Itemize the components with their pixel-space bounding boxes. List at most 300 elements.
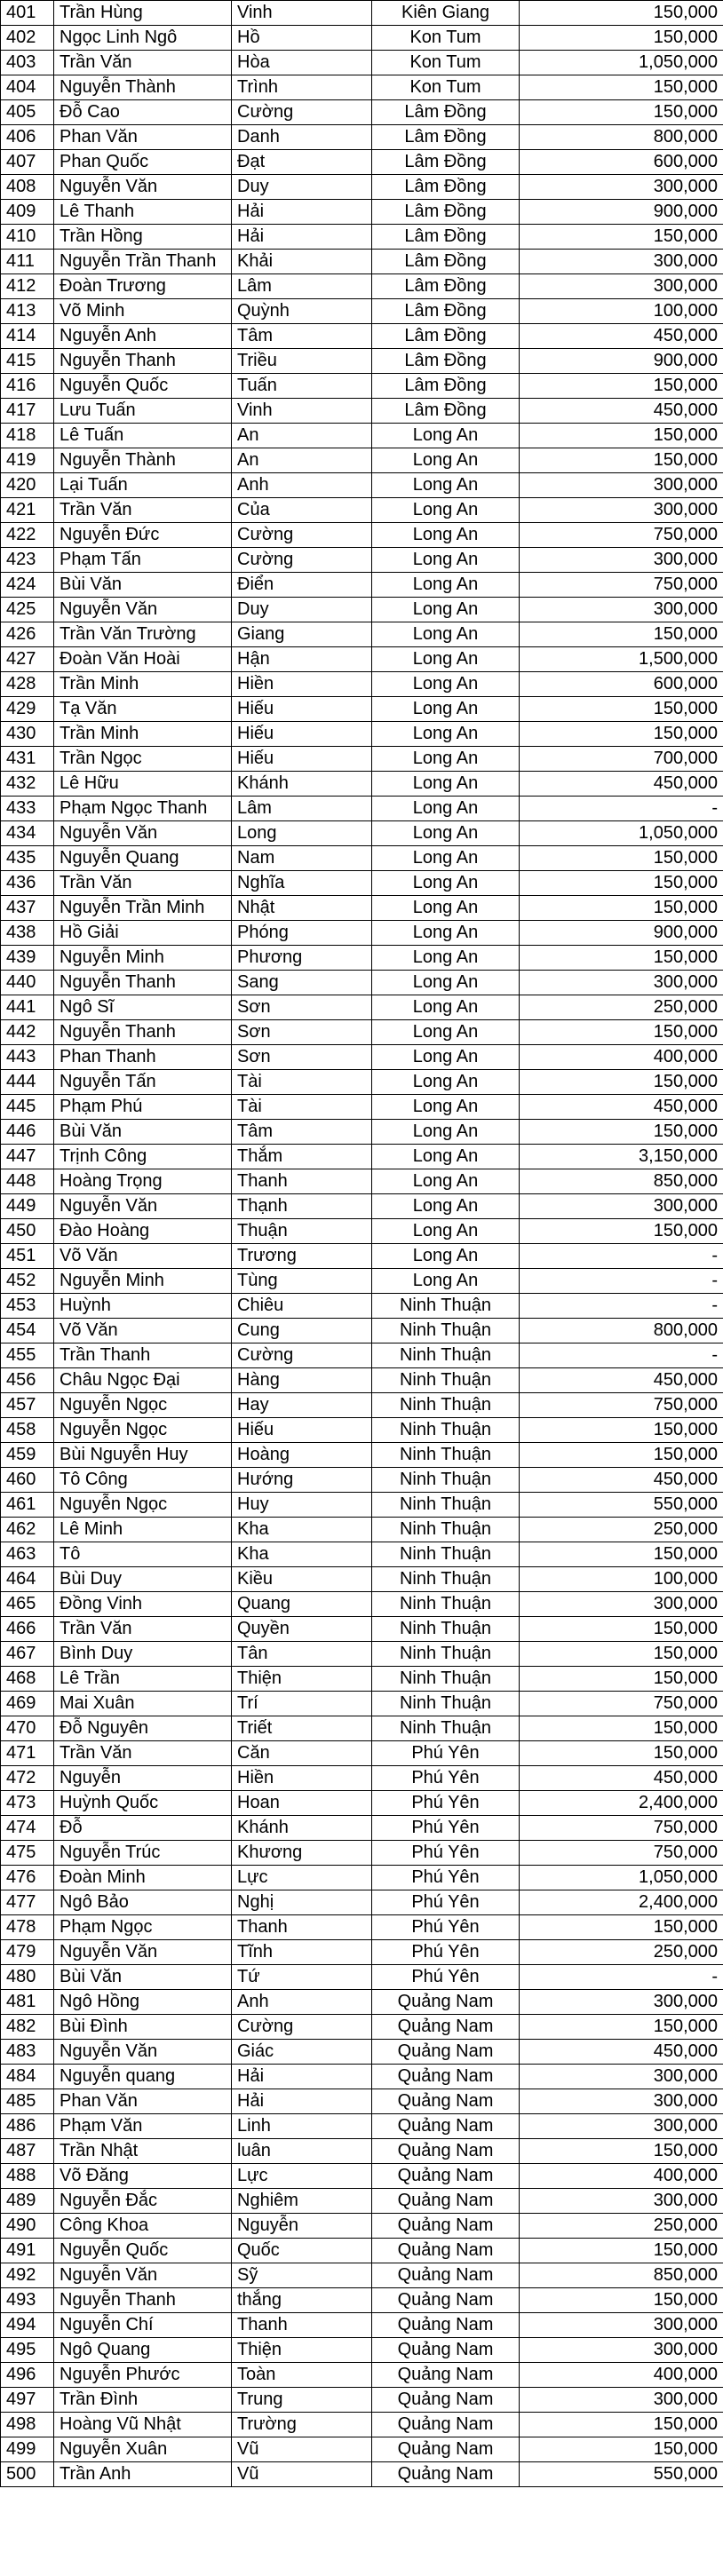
province-cell: Ninh Thuận [372,1716,520,1741]
surname-cell: Đoàn Trương [54,274,232,299]
amount-cell: 150,000 [520,1741,723,1766]
given-name-cell: Sơn [232,1045,372,1070]
table-row [1,175,723,200]
amount-cell: 250,000 [520,995,723,1020]
surname-cell: Hoàng Trọng [54,1169,232,1194]
given-name-cell: Tài [232,1070,372,1095]
row-number-cell: 498 [1,2413,54,2437]
given-name-cell: Anh [232,1990,372,2015]
table-row [1,1194,723,1219]
province-cell: Long An [372,1269,520,1294]
table-row [1,2089,723,2114]
given-name-cell: Điển [232,573,372,598]
row-number-cell: 495 [1,2338,54,2363]
province-cell: Lâm Đồng [372,349,520,374]
province-cell: Long An [372,722,520,747]
amount-cell: 150,000 [520,2437,723,2462]
table-row [1,1244,723,1269]
given-name-cell: Trường [232,2413,372,2437]
province-cell: Long An [372,1169,520,1194]
amount-cell: 150,000 [520,1418,723,1443]
amount-cell: - [520,1965,723,1990]
surname-cell: Tạ Văn [54,697,232,722]
table-row [1,299,723,324]
surname-cell: Nguyễn Thành [54,75,232,100]
row-number-cell: 453 [1,1294,54,1319]
amount-cell: 150,000 [520,1617,723,1642]
table-row [1,1020,723,1045]
province-cell: Long An [372,448,520,473]
given-name-cell: Hiếu [232,697,372,722]
given-name-cell: Thiện [232,1667,372,1692]
province-cell: Long An [372,797,520,821]
province-cell: Quảng Nam [372,2388,520,2413]
surname-cell: Ngô Bảo [54,1890,232,1915]
amount-cell: 300,000 [520,274,723,299]
given-name-cell: Căn [232,1741,372,1766]
table-row [1,971,723,995]
surname-cell: Trần Đình [54,2388,232,2413]
province-cell: Ninh Thuận [372,1294,520,1319]
table-row [1,1294,723,1319]
row-number-cell: 476 [1,1866,54,1890]
surname-cell: Đỗ [54,1816,232,1841]
surname-cell: Lưu Tuấn [54,399,232,424]
surname-cell: Võ Văn [54,1319,232,1343]
amount-cell: 150,000 [520,225,723,250]
amount-cell: 750,000 [520,1393,723,1418]
row-number-cell: 456 [1,1368,54,1393]
province-cell: Quảng Nam [372,2263,520,2288]
amount-cell: 450,000 [520,1468,723,1493]
table-row [1,1169,723,1194]
surname-cell: Nguyễn Trúc [54,1841,232,1866]
amount-cell: 850,000 [520,1169,723,1194]
province-cell: Ninh Thuận [372,1343,520,1368]
province-cell: Lâm Đồng [372,250,520,274]
amount-cell: 300,000 [520,2189,723,2214]
row-number-cell: 418 [1,424,54,448]
table-row [1,548,723,573]
row-number-cell: 468 [1,1667,54,1692]
row-number-cell: 477 [1,1890,54,1915]
province-cell: Lâm Đồng [372,299,520,324]
surname-cell: Trần Hồng [54,225,232,250]
table-row [1,1915,723,1940]
amount-cell: 100,000 [520,1567,723,1592]
surname-cell: Trần Văn [54,498,232,523]
province-cell: Ninh Thuận [372,1692,520,1716]
surname-cell: Hồ Giải [54,921,232,946]
province-cell: Long An [372,871,520,896]
amount-cell: 300,000 [520,598,723,622]
given-name-cell: Cường [232,523,372,548]
province-cell: Quảng Nam [372,2214,520,2239]
given-name-cell: Tùng [232,1269,372,1294]
amount-cell: 300,000 [520,1592,723,1617]
row-number-cell: 452 [1,1269,54,1294]
given-name-cell: Khánh [232,772,372,797]
surname-cell: Nguyễn Thành [54,448,232,473]
given-name-cell: Hoàng [232,1443,372,1468]
surname-cell: Bùi Văn [54,573,232,598]
province-cell: Long An [372,498,520,523]
amount-cell: 150,000 [520,871,723,896]
row-number-cell: 411 [1,250,54,274]
amount-cell: 150,000 [520,697,723,722]
surname-cell: Đoàn Minh [54,1866,232,1890]
table-row [1,1518,723,1542]
province-cell: Ninh Thuận [372,1542,520,1567]
table-row [1,797,723,821]
amount-cell: 150,000 [520,424,723,448]
surname-cell: Nguyễn Văn [54,1194,232,1219]
row-number-cell: 482 [1,2015,54,2040]
table-row [1,2338,723,2363]
table-row [1,1269,723,1294]
given-name-cell: Nghĩa [232,871,372,896]
row-number-cell: 437 [1,896,54,921]
row-number-cell: 426 [1,622,54,647]
table-row [1,51,723,75]
province-cell: Quảng Nam [372,2239,520,2263]
province-cell: Long An [372,697,520,722]
table-row [1,2139,723,2164]
surname-cell: Trần Minh [54,722,232,747]
province-cell: Phú Yên [372,1890,520,1915]
province-cell: Ninh Thuận [372,1393,520,1418]
row-number-cell: 494 [1,2313,54,2338]
province-cell: Phú Yên [372,1816,520,1841]
row-number-cell: 431 [1,747,54,772]
surname-cell: Nguyễn Trần Thanh [54,250,232,274]
table-row [1,598,723,622]
amount-cell: 150,000 [520,1642,723,1667]
amount-cell: 750,000 [520,573,723,598]
given-name-cell: Đạt [232,150,372,175]
table-row [1,2462,723,2487]
given-name-cell: Tuấn [232,374,372,399]
table-row [1,1567,723,1592]
given-name-cell: Quỳnh [232,299,372,324]
surname-cell: Nguyễn Văn [54,2263,232,2288]
given-name-cell: Vũ [232,2462,372,2487]
amount-cell: 150,000 [520,846,723,871]
given-name-cell: Duy [232,175,372,200]
province-cell: Long An [372,598,520,622]
row-number-cell: 421 [1,498,54,523]
surname-cell: Công Khoa [54,2214,232,2239]
amount-cell: 300,000 [520,2065,723,2089]
row-number-cell: 414 [1,324,54,349]
amount-cell: 450,000 [520,1095,723,1120]
surname-cell: Huỳnh [54,1294,232,1319]
table-row [1,1393,723,1418]
given-name-cell: Thanh [232,2313,372,2338]
amount-cell: 150,000 [520,1,723,26]
row-number-cell: 455 [1,1343,54,1368]
table-row [1,573,723,598]
table-row [1,821,723,846]
table-row [1,946,723,971]
table-row [1,1368,723,1393]
amount-cell: 300,000 [520,2388,723,2413]
province-cell: Long An [372,1219,520,1244]
row-number-cell: 402 [1,26,54,51]
province-cell: Lâm Đồng [372,324,520,349]
given-name-cell: Sơn [232,995,372,1020]
given-name-cell: Hay [232,1393,372,1418]
amount-cell: 150,000 [520,75,723,100]
province-cell: Long An [372,647,520,672]
amount-cell: - [520,1294,723,1319]
surname-cell: Nguyễn Quốc [54,374,232,399]
amount-cell: 800,000 [520,1319,723,1343]
amount-cell: 150,000 [520,896,723,921]
row-number-cell: 486 [1,2114,54,2139]
row-number-cell: 405 [1,100,54,125]
table-row [1,1741,723,1766]
surname-cell: Bùi Nguyễn Huy [54,1443,232,1468]
row-number-cell: 408 [1,175,54,200]
amount-cell: 750,000 [520,523,723,548]
given-name-cell: Vinh [232,399,372,424]
amount-cell: 3,150,000 [520,1145,723,1169]
row-number-cell: 464 [1,1567,54,1592]
table-row [1,1617,723,1642]
province-cell: Quảng Nam [372,2338,520,2363]
amount-cell: 900,000 [520,200,723,225]
given-name-cell: Giác [232,2040,372,2065]
given-name-cell: Nhật [232,896,372,921]
row-number-cell: 419 [1,448,54,473]
province-cell: Long An [372,846,520,871]
surname-cell: Trần Văn [54,51,232,75]
table-row [1,324,723,349]
province-cell: Quảng Nam [372,2189,520,2214]
province-cell: Ninh Thuận [372,1368,520,1393]
row-number-cell: 484 [1,2065,54,2089]
province-cell: Quảng Nam [372,2288,520,2313]
surname-cell: Trần Thanh [54,1343,232,1368]
surname-cell: Nguyễn Văn [54,821,232,846]
province-cell: Long An [372,1244,520,1269]
row-number-cell: 459 [1,1443,54,1468]
amount-cell: 450,000 [520,399,723,424]
amount-cell: 1,050,000 [520,821,723,846]
province-cell: Lâm Đồng [372,200,520,225]
amount-cell: 150,000 [520,448,723,473]
given-name-cell: Toàn [232,2363,372,2388]
table-row [1,1120,723,1145]
table-row [1,647,723,672]
row-number-cell: 489 [1,2189,54,2214]
surname-cell: Võ Văn [54,1244,232,1269]
row-number-cell: 406 [1,125,54,150]
row-number-cell: 499 [1,2437,54,2462]
province-cell: Ninh Thuận [372,1617,520,1642]
row-number-cell: 457 [1,1393,54,1418]
province-cell: Lâm Đồng [372,225,520,250]
given-name-cell: Thắm [232,1145,372,1169]
given-name-cell: Trí [232,1692,372,1716]
province-cell: Phú Yên [372,1915,520,1940]
province-cell: Quảng Nam [372,2015,520,2040]
row-number-cell: 467 [1,1642,54,1667]
surname-cell: Đỗ Nguyên [54,1716,232,1741]
amount-cell: 900,000 [520,921,723,946]
province-cell: Long An [372,1070,520,1095]
table-row [1,622,723,647]
surname-cell: Ngô Sĩ [54,995,232,1020]
given-name-cell: Lực [232,1866,372,1890]
given-name-cell: Cường [232,548,372,573]
table-row [1,995,723,1020]
province-cell: Long An [372,1020,520,1045]
row-number-cell: 401 [1,1,54,26]
table-row [1,26,723,51]
given-name-cell: Lâm [232,274,372,299]
row-number-cell: 442 [1,1020,54,1045]
row-number-cell: 434 [1,821,54,846]
surname-cell: Châu Ngọc Đại [54,1368,232,1393]
province-cell: Long An [372,573,520,598]
province-cell: Long An [372,473,520,498]
row-number-cell: 435 [1,846,54,871]
table-row [1,1095,723,1120]
surname-cell: Trần Nhật [54,2139,232,2164]
amount-cell: 400,000 [520,2363,723,2388]
table-row [1,1642,723,1667]
table-row [1,2239,723,2263]
surname-cell: Hoàng Vũ Nhật [54,2413,232,2437]
given-name-cell: Khánh [232,1816,372,1841]
surname-cell: Lê Trần [54,1667,232,1692]
surname-cell: Nguyễn Thanh [54,1020,232,1045]
row-number-cell: 427 [1,647,54,672]
table-row [1,1070,723,1095]
table-row [1,523,723,548]
row-number-cell: 415 [1,349,54,374]
province-cell: Phú Yên [372,1940,520,1965]
given-name-cell: Hiếu [232,747,372,772]
row-number-cell: 407 [1,150,54,175]
amount-cell: 150,000 [520,1542,723,1567]
given-name-cell: Sơn [232,1020,372,1045]
province-cell: Long An [372,921,520,946]
table-row [1,349,723,374]
province-cell: Long An [372,672,520,697]
surname-cell: Nguyễn Văn [54,598,232,622]
province-cell: Long An [372,995,520,1020]
province-cell: Quảng Nam [372,2437,520,2462]
surname-cell: Nguyễn Văn [54,1940,232,1965]
table-row [1,75,723,100]
given-name-cell: Cường [232,1343,372,1368]
given-name-cell: An [232,424,372,448]
province-cell: Ninh Thuận [372,1567,520,1592]
amount-cell: 300,000 [520,2313,723,2338]
surname-cell: Tô [54,1542,232,1567]
row-number-cell: 447 [1,1145,54,1169]
given-name-cell: Hải [232,2065,372,2089]
row-number-cell: 448 [1,1169,54,1194]
given-name-cell: Phóng [232,921,372,946]
province-cell: Long An [372,772,520,797]
given-name-cell: Tâm [232,324,372,349]
given-name-cell: Khải [232,250,372,274]
amount-cell: 250,000 [520,1518,723,1542]
row-number-cell: 450 [1,1219,54,1244]
row-number-cell: 429 [1,697,54,722]
amount-cell: 850,000 [520,2263,723,2288]
row-number-cell: 444 [1,1070,54,1095]
province-cell: Quảng Nam [372,2413,520,2437]
row-number-cell: 413 [1,299,54,324]
given-name-cell: Hải [232,200,372,225]
amount-cell: 400,000 [520,1045,723,1070]
amount-cell: 150,000 [520,2413,723,2437]
surname-cell: Nguyễn Tấn [54,1070,232,1095]
row-number-cell: 474 [1,1816,54,1841]
table-row [1,1667,723,1692]
table-row [1,100,723,125]
surname-cell: Phạm Văn [54,2114,232,2139]
surname-cell: Võ Minh [54,299,232,324]
surname-cell: Phan Văn [54,2089,232,2114]
row-number-cell: 471 [1,1741,54,1766]
amount-cell: 250,000 [520,2214,723,2239]
row-number-cell: 430 [1,722,54,747]
amount-cell: 150,000 [520,1667,723,1692]
table-row [1,2388,723,2413]
given-name-cell: Hải [232,2089,372,2114]
given-name-cell: Trương [232,1244,372,1269]
table-row [1,1592,723,1617]
amount-cell: 150,000 [520,1120,723,1145]
surname-cell: Phan Quốc [54,150,232,175]
given-name-cell: Duy [232,598,372,622]
row-number-cell: 461 [1,1493,54,1518]
row-number-cell: 416 [1,374,54,399]
table-row [1,2263,723,2288]
surname-cell: Đoàn Văn Hoài [54,647,232,672]
table-row [1,747,723,772]
province-cell: Long An [372,523,520,548]
province-cell: Ninh Thuận [372,1418,520,1443]
table-row [1,772,723,797]
amount-cell: 450,000 [520,324,723,349]
given-name-cell: Hòa [232,51,372,75]
amount-cell: 150,000 [520,722,723,747]
given-name-cell: Cường [232,2015,372,2040]
row-number-cell: 481 [1,1990,54,2015]
province-cell: Ninh Thuận [372,1642,520,1667]
row-number-cell: 472 [1,1766,54,1791]
table-row [1,697,723,722]
surname-cell: Lại Tuấn [54,473,232,498]
surname-cell: Trần Văn [54,1741,232,1766]
table-row [1,1493,723,1518]
given-name-cell: Cường [232,100,372,125]
table-row [1,2313,723,2338]
surname-cell: Trịnh Công [54,1145,232,1169]
given-name-cell: Thạnh [232,1194,372,1219]
given-name-cell: Trình [232,75,372,100]
table-row [1,846,723,871]
surname-cell: Trần Ngọc [54,747,232,772]
province-cell: Lâm Đồng [372,399,520,424]
